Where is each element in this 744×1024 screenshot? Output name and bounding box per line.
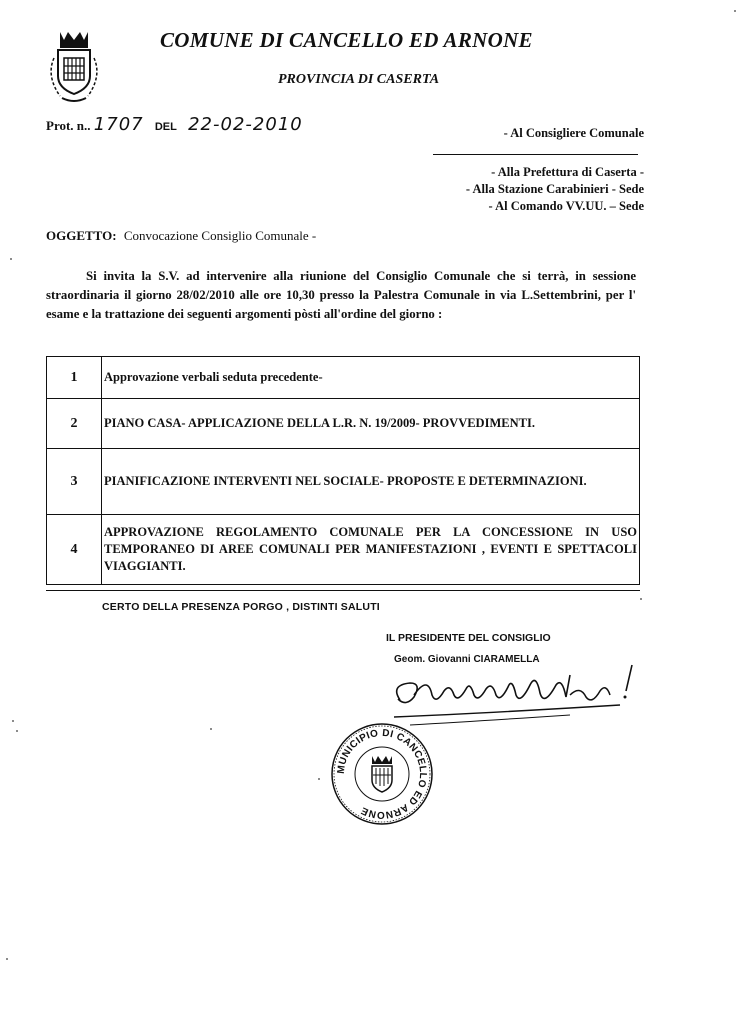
protocol-number: 1707 xyxy=(93,114,144,135)
municipality-title: COMUNE DI CANCELLO ED ARNONE xyxy=(160,28,533,52)
protocol-line xyxy=(46,114,303,135)
scan-speck xyxy=(16,730,18,732)
invitation-paragraph xyxy=(46,267,636,324)
scan-speck xyxy=(210,728,212,730)
agenda-row xyxy=(47,399,640,449)
agenda-row xyxy=(47,515,640,585)
subject-line xyxy=(46,228,316,244)
protocol-del-label: DEL xyxy=(154,121,177,133)
signatory-name: Geom. Giovanni CIARAMELLA xyxy=(394,654,540,665)
recipient-police: - Al Comando VV.UU. – Sede xyxy=(488,199,644,213)
recipient-councillor: - Al Consigliere Comunale xyxy=(503,126,644,140)
scan-speck xyxy=(734,10,736,12)
recipient-prefecture: - Alla Prefettura di Caserta - xyxy=(491,165,644,179)
svg-text:MUNICIPIO DI CANCELLO ED ARNON xyxy=(336,728,428,820)
agenda-item-text: PIANO CASA- APPLICAZIONE DELLA L.R. N. 19/2009- PROVVEDIMENTI. xyxy=(102,399,640,449)
agenda-row xyxy=(47,449,640,515)
agenda-number: 3 xyxy=(47,449,102,515)
recipient-carabinieri: - Alla Stazione Carabinieri - Sede xyxy=(465,182,644,196)
recipient-divider xyxy=(433,154,638,155)
agenda-bottom-rule xyxy=(46,590,640,591)
agenda-number: 1 xyxy=(47,357,102,399)
municipal-crest-icon xyxy=(40,28,108,108)
agenda-number: 2 xyxy=(47,399,102,449)
closing-line: CERTO DELLA PRESENZA PORGO , DISTINTI SALUTI xyxy=(102,601,380,613)
agenda-item-text: APPROVAZIONE REGOLAMENTO COMUNALE PER LA CONCESSIONE IN USO TEMPORANEO DI AREE COMUNALI PER MANIFESTAZIONI , EVENTI E SPETTACOLI VIAGGIANTI. xyxy=(102,515,640,585)
protocol-label: Prot. n.. xyxy=(46,118,91,133)
subject-text: Convocazione Consiglio Comunale - xyxy=(123,228,317,243)
agenda-item-text: Approvazione verbali seduta precedente- xyxy=(102,357,640,399)
agenda-item-text: PIANIFICAZIONE INTERVENTI NEL SOCIALE- PROPOSTE E DETERMINAZIONI. xyxy=(102,449,640,515)
scan-speck xyxy=(6,958,8,960)
subject-label: OGGETTO: xyxy=(46,228,117,243)
agenda-number: 4 xyxy=(47,515,102,585)
scan-speck xyxy=(318,778,320,780)
scan-speck xyxy=(12,720,14,722)
signatory-role: IL PRESIDENTE DEL CONSIGLIO xyxy=(386,632,551,644)
scan-speck xyxy=(10,258,12,260)
province-subtitle: PROVINCIA DI CASERTA xyxy=(278,72,440,87)
invitation-text: Si invita la S.V. ad intervenire alla riunione del Consiglio Comunale che si terrà, in sessione straordinaria il giorno 28/02/2010 alle ore 10,30 presso la Palestra Comunale in via L.Settembrini, per l' esame e la trattazione dei seguenti argomenti pòsti all'ordine del giorno : xyxy=(46,269,636,321)
agenda-table xyxy=(46,356,640,585)
stamp-text: MUNICIPIO DI CANCELLO ED ARNONE xyxy=(335,727,429,821)
agenda-row xyxy=(47,357,640,399)
protocol-date: 22-02-2010 xyxy=(188,114,303,135)
scan-speck xyxy=(640,598,642,600)
municipal-stamp-icon xyxy=(330,722,434,826)
